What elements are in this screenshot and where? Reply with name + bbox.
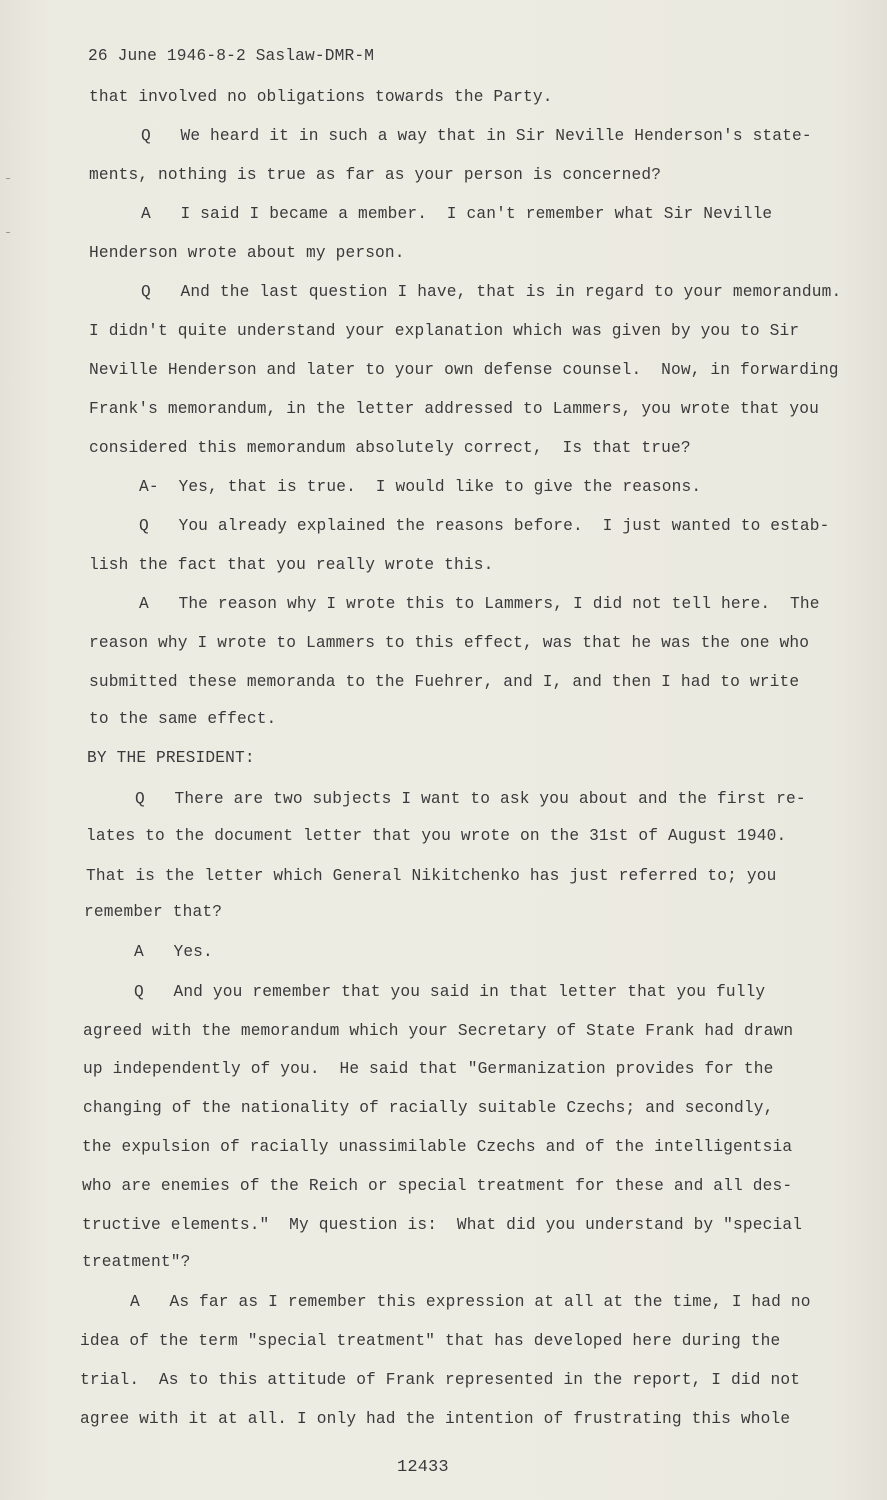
text-line: Q We heard it in such a way that in Sir Neville Henderson's state- [141,127,812,145]
section-heading: BY THE PRESIDENT: [87,749,255,767]
margin-mark [6,178,10,179]
text-line: to the same effect. [89,710,277,728]
text-line: lish the fact that you really wrote this. [89,556,494,574]
text-line: Q And you remember that you said in that letter that you fully [134,983,766,1001]
text-line: that involved no obligations towards the Party. [89,88,553,106]
text-line: Neville Henderson and later to your own defense counsel. Now, in forwarding [89,361,839,379]
text-line: considered this memorandum absolutely correct, Is that true? [89,439,691,457]
text-line: A I said I became a member. I can't remember what Sir Neville [141,205,773,223]
text-line: lates to the document letter that you wrote on the 31st of August 1940. [86,827,787,845]
text-line: ments, nothing is true as far as your person is concerned? [89,166,662,184]
text-line: remember that? [84,903,223,921]
text-line: Frank's memorandum, in the letter addressed to Lammers, you wrote that you [89,400,819,418]
text-line: Q You already explained the reasons before. I just wanted to estab- [139,517,830,535]
text-line: A As far as I remember this expression at all at the time, I had no [130,1293,811,1311]
text-line: Henderson wrote about my person. [89,244,405,262]
page-header: 26 June 1946-8-2 Saslaw-DMR-M [88,47,375,65]
text-line: the expulsion of racially unassimilable Czechs and of the intelligentsia [82,1138,793,1156]
text-line: idea of the term "special treatment" that has developed here during the [80,1332,781,1350]
text-line: tructive elements." My question is: What did you understand by "special [82,1216,803,1234]
text-line: A- Yes, that is true. I would like to give the reasons. [139,478,702,496]
text-line: who are enemies of the Reich or special treatment for these and all des- [82,1177,793,1195]
text-line: Q There are two subjects I want to ask you about and the first re- [135,790,806,808]
text-line: That is the letter which General Nikitchenko has just referred to; you [86,867,777,885]
text-line: I didn't quite understand your explanation which was given by you to Sir [89,322,800,340]
margin-mark [6,232,10,233]
text-line: changing of the nationality of racially suitable Czechs; and secondly, [83,1099,774,1117]
text-line: submitted these memoranda to the Fuehrer, and I, and then I had to write [89,673,800,691]
text-line: trial. As to this attitude of Frank represented in the report, I did not [80,1371,801,1389]
text-line: A The reason why I wrote this to Lammers, I did not tell here. The [139,595,820,613]
text-line: up independently of you. He said that "Germanization provides for the [83,1060,774,1078]
text-line: A Yes. [134,943,213,961]
text-line: Q And the last question I have, that is in regard to your memorandum. [141,283,842,301]
text-line: agree with it at all. I only had the intention of frustrating this whole [80,1410,791,1428]
text-line: agreed with the memorandum which your Secretary of State Frank had drawn [83,1022,794,1040]
text-line: reason why I wrote to Lammers to this effect, was that he was the one who [89,634,810,652]
text-line: treatment"? [82,1253,191,1271]
page-number: 12433 [397,1458,449,1477]
